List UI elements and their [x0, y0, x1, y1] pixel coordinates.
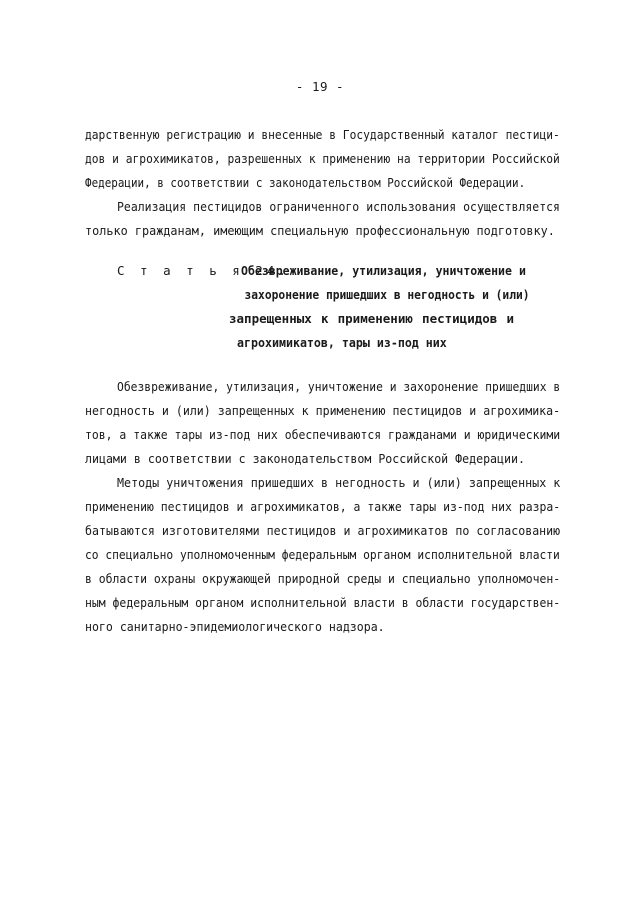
text-line: негодность и (или) запрещенных к применению пестицидов и агрохимика- [85, 403, 561, 418]
text-line: Реализация пестицидов ограниченного использования осуществляется [117, 199, 560, 214]
text-line: только гражданам, имеющим специальную профессиональную подготовку. [85, 223, 555, 238]
text-line: Федерации, в соответствии с законодательством Российской Федерации. [85, 175, 526, 190]
text-line: Обезвреживание, утилизация, уничтожение и захоронение пришедших в [117, 379, 561, 394]
page-number: - 19 - [295, 79, 345, 94]
text-line: дов и агрохимикатов, разрешенных к применению на территории Российской [85, 151, 560, 166]
text-line: лицами в соответствии с законодательством Российской Федерации. [85, 451, 525, 466]
text-line: применению пестицидов и агрохимикатов, а также тары из-под них разра- [85, 499, 561, 514]
text-line: ного санитарно-эпидемиологического надзора. [85, 619, 385, 634]
article-title-line: Обезвреживание, утилизация, уничтожение и [241, 263, 526, 278]
text-line: в области охраны окружающей природной среды и специально уполномочен- [85, 571, 561, 586]
text-line: со специально уполномоченным федеральным органом исполнительной власти [85, 547, 560, 562]
article-title-line: запрещенных к применению пестицидов и [229, 311, 514, 326]
text-line: дарственную регистрацию и внесенные в Государственный каталог пестици- [85, 127, 560, 142]
text-line: тов, а также тары из-под них обеспечиваются гражданами и юридическими [85, 427, 561, 442]
article-title-line: агрохимикатов, тары из-под них [237, 335, 447, 350]
text-line: батываются изготовителями пестицидов и агрохимикатов по согласованию [85, 523, 561, 538]
text-line: ным федеральным органом исполнительной власти в области государствен- [85, 595, 561, 610]
article-title-line: захоронение пришедших в негодность и (или) [244, 287, 530, 302]
article-label: С т а т ь я 24. [117, 263, 290, 278]
text-line: Методы уничтожения пришедших в негодность и (или) запрещенных к [117, 475, 561, 490]
